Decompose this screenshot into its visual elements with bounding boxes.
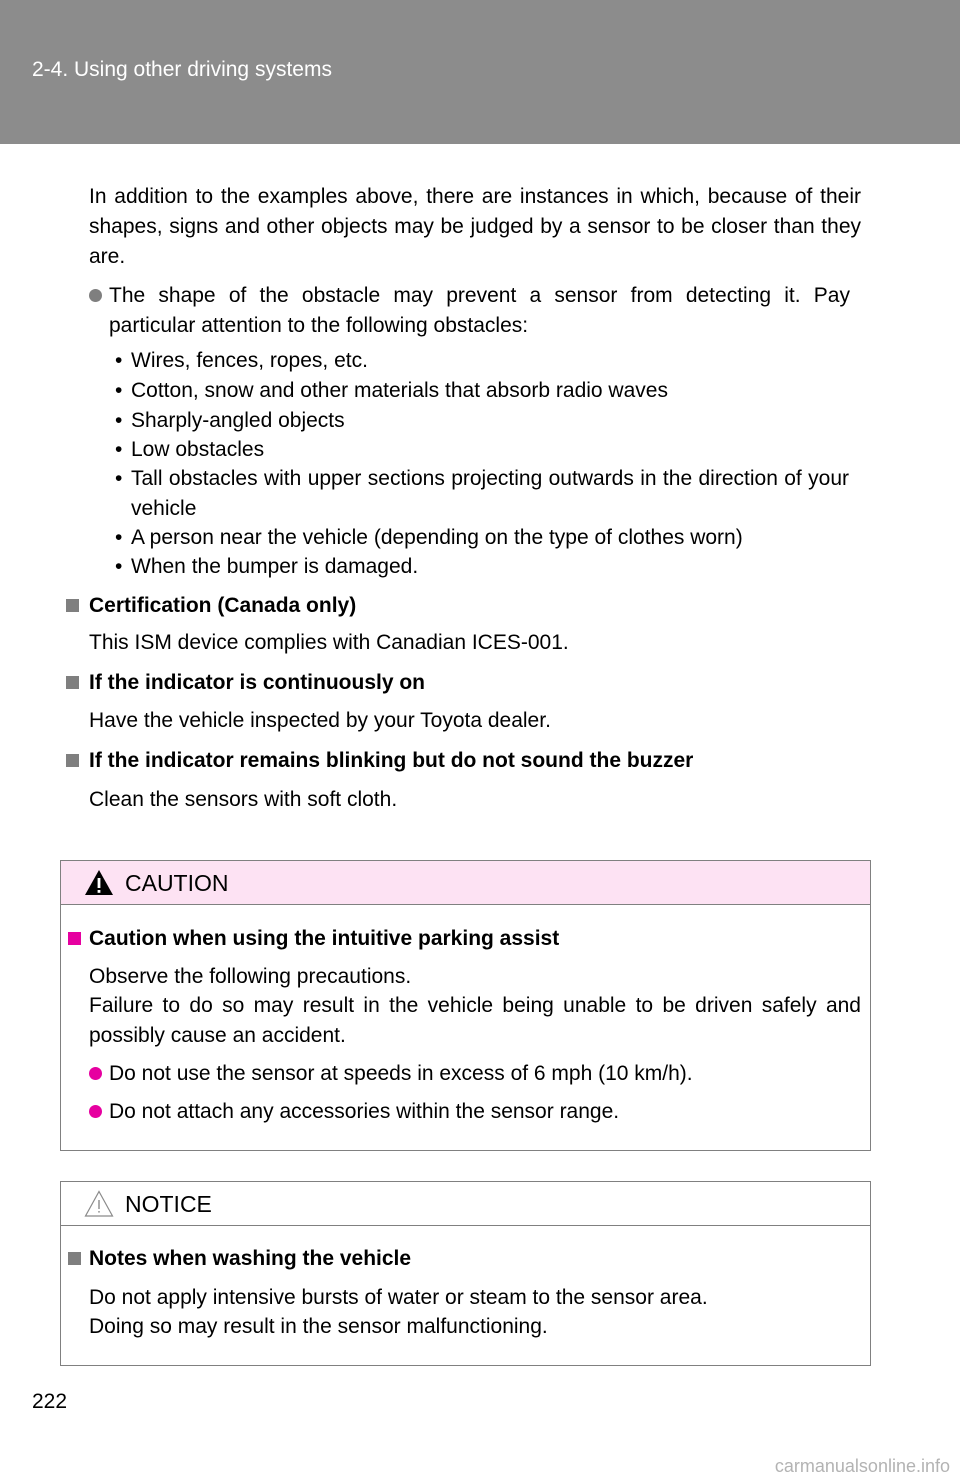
caution-bullet-text: Do not use the sensor at speeds in excess of 6 mph (10 km/h).	[109, 1062, 693, 1085]
caution-square-icon	[68, 932, 81, 945]
caution-bullet-text: Do not attach any accessories within the sensor range.	[109, 1100, 620, 1123]
shape-bullet-text: The shape of the obstacle may prevent a sensor from detecting it. Pay particular attention to the following obstacles:	[109, 284, 850, 337]
list-marker: •	[115, 409, 123, 432]
bullet-dot-icon	[89, 289, 102, 302]
notice-box	[60, 1181, 871, 1366]
list-item: When the bumper is damaged.	[131, 555, 419, 578]
page-header	[0, 0, 960, 144]
section-heading: Certification (Canada only)	[89, 594, 357, 617]
list-marker: •	[115, 349, 123, 372]
list-marker: •	[115, 379, 123, 402]
notice-header	[61, 1182, 870, 1226]
caution-box	[60, 860, 871, 1151]
list-item: Low obstacles	[131, 438, 265, 461]
notice-line: Do not apply intensive bursts of water or steam to the sensor area.	[89, 1286, 708, 1309]
list-marker: •	[115, 555, 123, 578]
section-title: 2-4. Using other driving systems	[32, 58, 332, 81]
section-heading: If the indicator remains blinking but do not sound the buzzer	[89, 749, 694, 772]
caution-heading: Caution when using the intuitive parking assist	[89, 927, 560, 950]
section-heading: If the indicator is continuously on	[89, 671, 426, 694]
caution-header	[61, 861, 870, 905]
caution-bullet-icon	[89, 1105, 102, 1118]
section-square-icon	[66, 599, 79, 612]
list-item: Sharply-angled objects	[131, 409, 345, 432]
list-marker: •	[115, 526, 123, 549]
notice-heading: Notes when washing the vehicle	[89, 1247, 412, 1270]
notice-square-icon	[68, 1252, 81, 1265]
list-marker: •	[115, 438, 123, 461]
list-item: A person near the vehicle (depending on the type of clothes worn)	[131, 526, 743, 549]
page-number: 222	[32, 1390, 68, 1413]
notice-line: Doing so may result in the sensor malfunctioning.	[89, 1315, 548, 1338]
list-item: Wires, fences, ropes, etc.	[131, 349, 368, 372]
list-item: Tall obstacles with upper sections projecting outwards in the direction of your vehicle	[131, 467, 849, 520]
notice-triangle-icon	[84, 1190, 114, 1217]
list-item: Cotton, snow and other materials that absorb radio waves	[131, 379, 668, 402]
notice-title: NOTICE	[125, 1191, 212, 1217]
section-body: Clean the sensors with soft cloth.	[89, 788, 398, 811]
section-square-icon	[66, 754, 79, 767]
watermark: carmanualsonline.info	[774, 1456, 950, 1476]
caution-line: Failure to do so may result in the vehicle being unable to be driven safely and possibly cause an accident.	[89, 994, 861, 1047]
warning-triangle-icon	[84, 869, 114, 896]
caution-line: Observe the following precautions.	[89, 965, 412, 988]
list-marker: •	[115, 467, 123, 490]
section-body: Have the vehicle inspected by your Toyota dealer.	[89, 709, 551, 732]
caution-bullet-icon	[89, 1067, 102, 1080]
intro-paragraph: In addition to the examples above, there are instances in which, because of their shapes, signs and other objects may be judged by a sensor to be closer than they are.	[89, 185, 861, 268]
caution-title: CAUTION	[125, 870, 229, 896]
section-square-icon	[66, 676, 79, 689]
section-body: This ISM device complies with Canadian ICES-001.	[89, 631, 569, 654]
